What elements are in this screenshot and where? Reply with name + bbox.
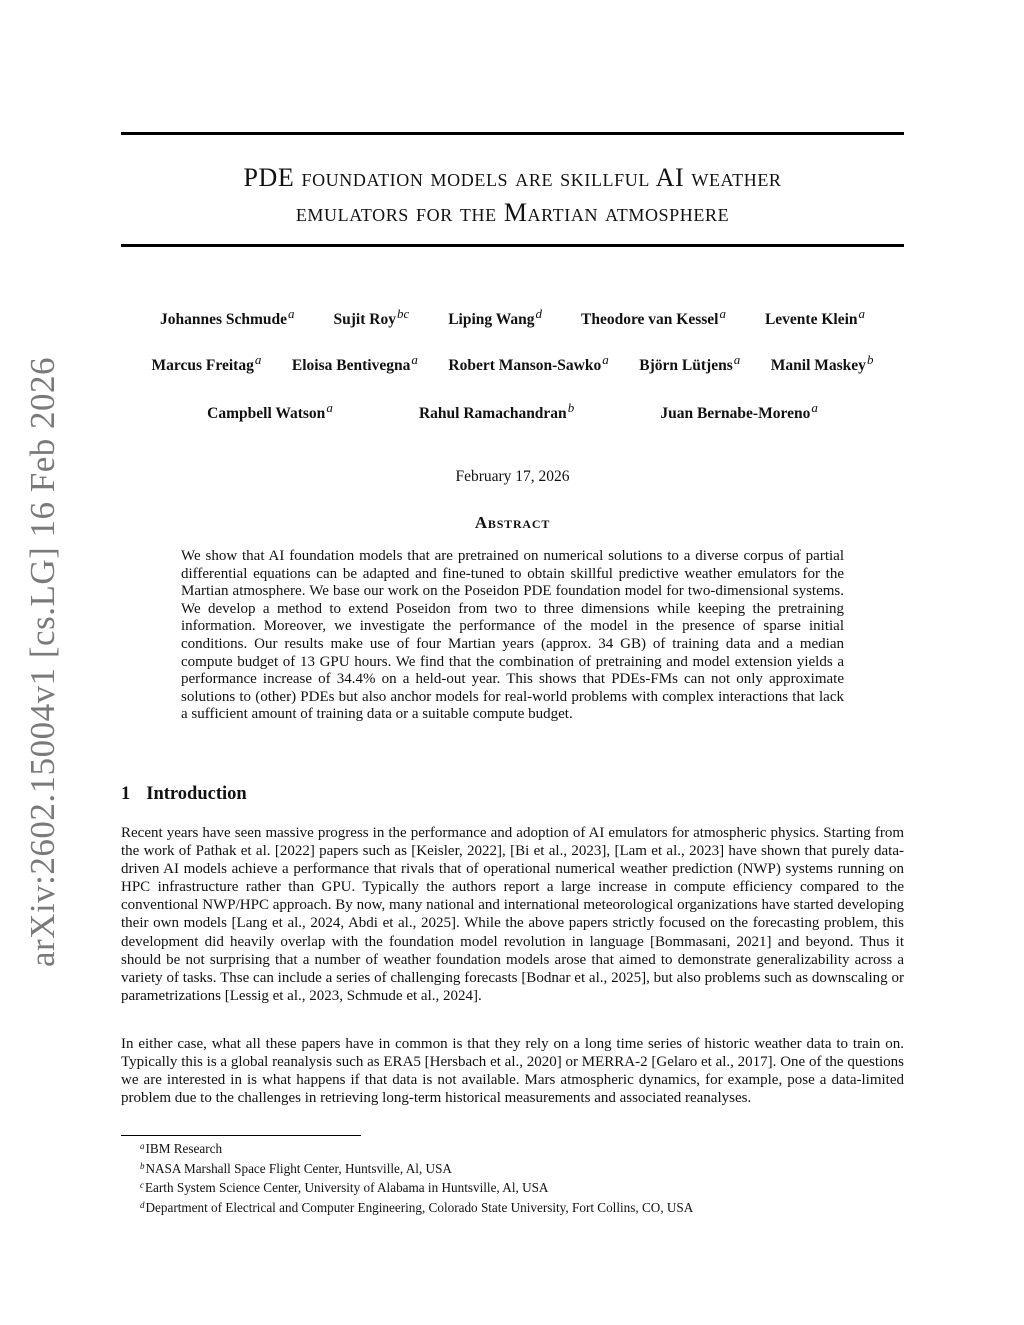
- author: Robert Manson-Sawko$^a$: [448, 352, 609, 374]
- title-bottom-rule: [121, 244, 904, 247]
- title-top-rule: [121, 132, 904, 135]
- footnote: $^a$IBM Research: [140, 1141, 223, 1156]
- author-row-3: [121, 400, 904, 423]
- author-row-2: [121, 352, 904, 375]
- footnote-rule: [121, 1135, 361, 1136]
- author: Theodore van Kessel$^a$: [580, 306, 726, 328]
- publication-date: February 17, 2026: [455, 468, 570, 485]
- body-paragraph: In either case, what all these papers have in common is that they rely on a long time series of historic weather data to train on. Typically this is a global reanalysis such as ERA5 [Hersbach et al., 2020] or MERRA-2 [Gelaro et al., 2017]. One of the questions we are interested in is what happens if that data is not available. Mars atmospheric dynamics, for example, pose a data-limited problem due to the challenges in retrieving long-term historical measurements and associated reanalyses.: [121, 1036, 904, 1107]
- section-title: Introduction: [146, 784, 247, 804]
- author: Björn Lütjens$^a$: [639, 352, 741, 374]
- author: Manil Maskey$^b$: [770, 352, 874, 374]
- author: Campbell Watson$^a$: [207, 400, 333, 422]
- footnote: $^c$Earth System Science Center, University of Alabama in Huntsville, Al, USA: [140, 1180, 549, 1196]
- abstract-heading: Abstract: [474, 513, 551, 532]
- author: Liping Wang$^d$: [448, 306, 543, 328]
- section-number: 1: [121, 784, 131, 804]
- footnotes: [140, 1138, 693, 1216]
- author: Eloisa Bentivegna$^a$: [291, 352, 418, 374]
- author: Levente Klein$^a$: [764, 306, 866, 328]
- title-line-2: emulators for the Martian atmosphere: [295, 198, 730, 227]
- arxiv-identifier-stamp: arXiv:2602.15004v1 [cs.LG] 16 Feb 2026: [23, 356, 62, 968]
- footnote: $^d$Department of Electrical and Computer Engineering, Colorado State University, Fort Collins, CO, USA: [140, 1199, 694, 1215]
- author: Sujit Roy$^{bc}$: [333, 306, 410, 328]
- body-paragraph: Recent years have seen massive progress in the performance and adoption of AI emulators for atmospheric physics. Starting from the work of Pathak et al. [2022] papers such as [Keisler, 2022], [Bi et al., 2023], [Lam et al., 2023] have shown that purely data-driven AI models achieve a performance that rivals that of operational numerical weather prediction (NWP) systems running on HPC infrastructure rather than GPU. Typically the authors report a large increase in compute efficiency compared to the conventional NWP/HPC approach. By now, many national and international meteorological organizations have started developing their own models [Lang et al., 2024, Abdi et al., 2025]. While the above papers strictly focused on the forecasting problem, this development did heavily overlap with the foundation model revolution in language [Bommasani, 2021] and beyond. Thus it should be not surprising that a number of weather foundation models arose that aimed to demonstrate generalizability across a variety of tasks. Thse can include a series of challenging forecasts [Bodnar et al., 2025], but also problems such as downscaling or parametrizations [Lessig et al., 2023, Schmude et al., 2024].: [121, 825, 904, 1004]
- author: Juan Bernabe-Moreno$^a$: [660, 400, 818, 422]
- section-heading: [121, 784, 247, 805]
- title-line-1: PDE foundation models are skillful AI weather: [243, 163, 782, 192]
- paper-title: [121, 160, 904, 230]
- footnote: $^b$NASA Marshall Space Flight Center, Huntsville, Al, USA: [140, 1160, 452, 1176]
- author-row-1: [121, 306, 904, 329]
- author: Marcus Freitag$^a$: [151, 352, 262, 374]
- abstract-text: We show that AI foundation models that are pretrained on numerical solutions to a diverse corpus of partial differential equations can be adapted and fine-tuned to obtain skillful predictive weather emulators for the Martian atmosphere. We base our work on the Poseidon PDE foundation model for two-dimensional systems. We develop a method to extend Poseidon from two to three dimensions while keeping the pretraining information. Moreover, we investigate the performance of the model in the presence of sparse initial conditions. Our results make use of four Martian years (approx. 34 GB) of training data and a median compute budget of 13 GPU hours. We find that the combination of pretraining and model extension yields a performance increase of 34.4% on a held-out year. This shows that PDEs-FMs can not only approximate solutions to (other) PDEs but also anchor models for real-world problems with complex interactions that lack a sufficient amount of training data or a suitable compute budget.: [181, 548, 844, 723]
- author: Johannes Schmude$^a$: [159, 306, 295, 328]
- author: Rahul Ramachandran$^b$: [418, 400, 575, 422]
